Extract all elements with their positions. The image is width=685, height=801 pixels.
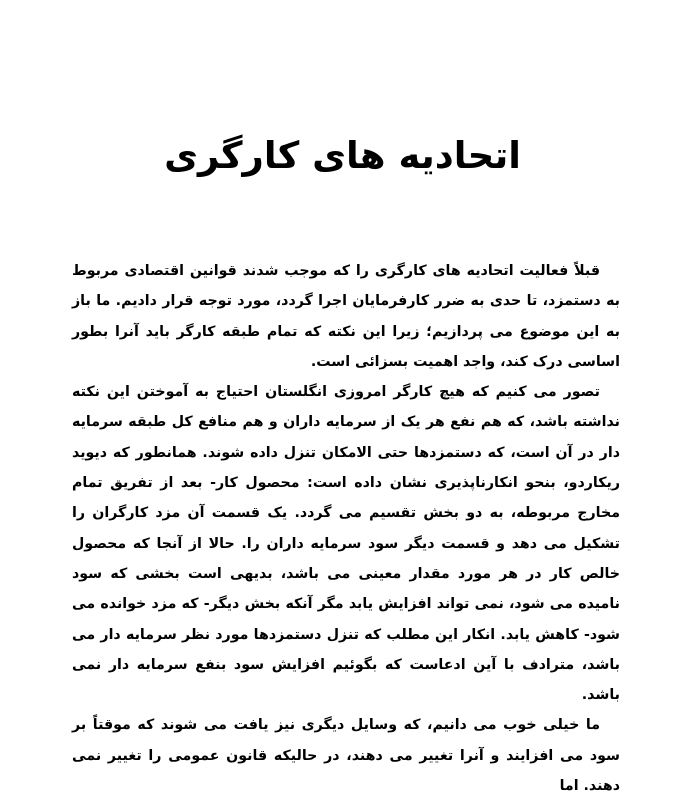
paragraph-1: قبلاً فعالیت اتحادیه های کارگری را که موجب شدند قوانین اقتصادی مربوط به دستمزد، تا حدی به ضرر کارفرمایان اجرا گردد، مورد توجه قرار دادیم. ما باز به این موضوع می پردازیم؛ زیرا این نکته که تمام طبقه کارگر باید آنرا بطور اساسی درک کند، واجد اهمیت بسزائی است. — [72, 263, 620, 370]
page-title: اتحادیه های کارگری — [164, 134, 521, 177]
document-body — [72, 256, 620, 801]
paragraph-2: تصور می کنیم که هیچ کارگر امروزی انگلستان احتیاج به آموختن این نکته نداشته باشد، که هم نفع هر یک از سرمایه داران و هم منافع کل طبقه سرمایه دار در آن است، که دستمزدها حتی الامکان تنزل داده شوند. همانطور که دیوید ریکاردو، بنحو انکارناپذیری نشان داده است: محصول کار- بعد از تفریق تمام مخارج مربوطه، به دو بخش تقسیم می گردد. یک قسمت آن مزد کارگران را تشکیل می دهد و قسمت دیگر سود سرمایه داران را. حالا از آنجا که محصول خالص کار در هر مورد مقدار معینی می باشد، بدیهی است بخشی که سود نامیده می شود، نمی تواند افزایش یابد مگر آنکه بخش دیگر- که مزد خوانده می شود- کاهش یابد. انکار این مطلب که تنزل دستمزدها مورد نظر سرمایه دار می باشد، مترادف با آین ادعاست که بگوئیم افزایش سود بنفع سرمایه دار نمی باشد. — [72, 384, 620, 704]
paragraph-3: ما خیلی خوب می دانیم، که وسایل دیگری نیز یافت می شوند که موقتاً بر سود می افزایند و آنرا تغییر می دهند، در حالیکه قانون عمومی را تغییر نمی دهند. اما — [72, 717, 620, 795]
